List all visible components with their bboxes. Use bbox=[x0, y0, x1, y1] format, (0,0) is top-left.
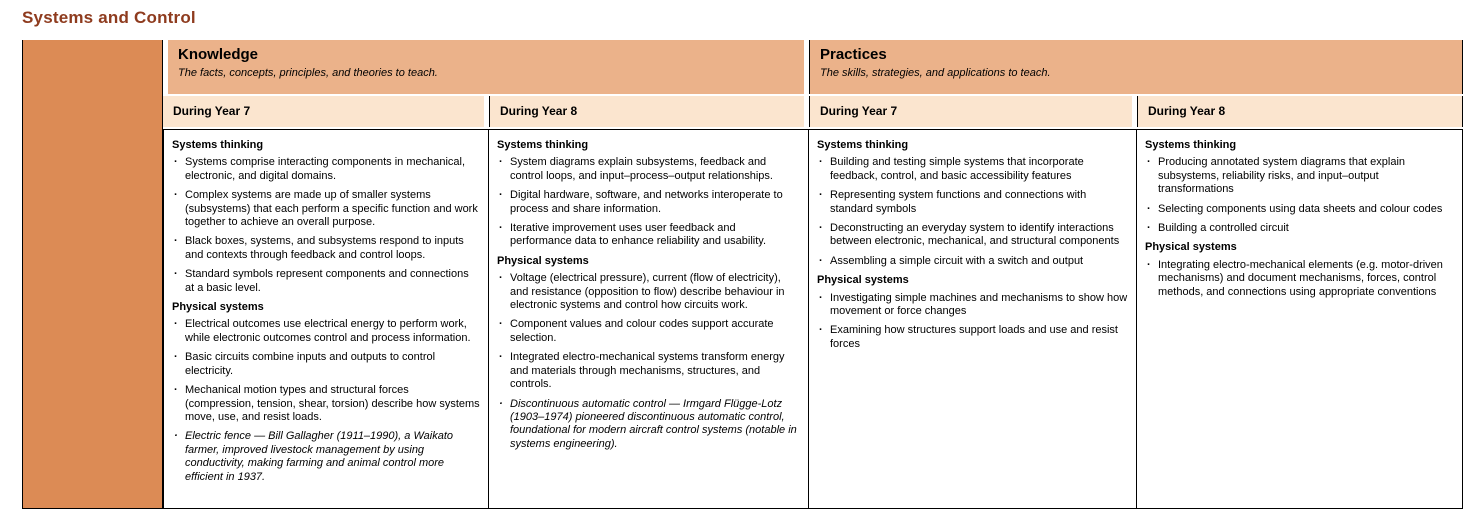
list-item: · Component values and colour codes support accurate selection. bbox=[497, 318, 800, 345]
practices-year7-header: During Year 7 bbox=[809, 96, 1132, 127]
curriculum-table bbox=[22, 40, 1463, 509]
list-item: · Electrical outcomes use electrical energy to perform work, while electronic outcomes control and process information. bbox=[172, 318, 480, 345]
list-item: · Iterative improvement uses user feedback and performance data to enhance reliability and usability. bbox=[497, 222, 800, 249]
list-item: · Examining how structures support loads and use and resist forces bbox=[817, 324, 1128, 351]
bullet-list bbox=[817, 292, 1128, 352]
bullet-list bbox=[817, 156, 1128, 268]
knowledge-subtitle: The facts, concepts, principles, and theories to teach. bbox=[178, 67, 438, 79]
block-heading: Systems thinking bbox=[497, 139, 589, 151]
block-heading: Systems thinking bbox=[1145, 139, 1237, 151]
knowledge-title: Knowledge bbox=[178, 46, 259, 63]
list-item: · Assembling a simple circuit with a switch and output bbox=[817, 255, 1128, 268]
list-item: · Selecting components using data sheets and colour codes bbox=[1145, 203, 1454, 216]
practices-section-header bbox=[809, 40, 1463, 94]
page-title: Systems and Control bbox=[22, 8, 196, 27]
knowledge-section-header bbox=[168, 40, 804, 94]
block-heading: Physical systems bbox=[817, 274, 909, 287]
knowledge-year8-cell bbox=[489, 129, 809, 509]
practices-subtitle: The skills, strategies, and applications to teach. bbox=[820, 67, 1051, 79]
list-item: · Digital hardware, software, and networks interoperate to process and share information. bbox=[497, 189, 800, 216]
practices-year7-cell bbox=[809, 129, 1137, 509]
list-item: · Integrating electro-mechanical elements (e.g. motor-driven mechanisms) and document mechanisms, forces, control methods, and connections using appropriate conventions bbox=[1145, 259, 1454, 299]
knowledge-year7-cell bbox=[163, 129, 489, 509]
bullet-list bbox=[1145, 156, 1454, 235]
block-heading: Physical systems bbox=[1145, 241, 1237, 254]
knowledge-year7-header: During Year 7 bbox=[163, 96, 484, 127]
list-item: · System diagrams explain subsystems, feedback and control loops, and input–process–output relationships. bbox=[497, 156, 800, 183]
list-item: · Integrated electro-mechanical systems transform energy and materials through mechanisms, structures, and controls. bbox=[497, 351, 800, 391]
bullet-list bbox=[172, 156, 480, 295]
bullet-list bbox=[1145, 259, 1454, 299]
list-item: · Investigating simple machines and mechanisms to show how movement or force changes bbox=[817, 292, 1128, 319]
list-item: · Representing system functions and connections with standard symbols bbox=[817, 189, 1128, 216]
list-item: · Building a controlled circuit bbox=[1145, 222, 1454, 235]
list-item: · Systems comprise interacting components in mechanical, electronic, and digital domains. bbox=[172, 156, 480, 183]
list-item: · Deconstructing an everyday system to identify interactions between electronic, mechanical, and structural components bbox=[817, 222, 1128, 249]
list-item: · Standard symbols represent components and connections at a basic level. bbox=[172, 268, 480, 295]
list-item: · Building and testing simple systems that incorporate feedback, control, and basic accessibility features bbox=[817, 156, 1128, 183]
practices-year8-cell bbox=[1137, 129, 1463, 509]
list-item-historical-fact: · Discontinuous automatic control — Irmgard Flügge-Lotz (1903–1974) pioneered discontinuous automatic control, foundational for modern aircraft control systems (notable in systems engineering). bbox=[497, 398, 800, 452]
block-heading: Physical systems bbox=[497, 254, 589, 267]
row-label-sidebar bbox=[22, 40, 163, 509]
block-heading: Systems thinking bbox=[817, 139, 909, 151]
block-heading: Systems thinking bbox=[172, 139, 264, 151]
bullet-list bbox=[172, 318, 480, 483]
list-item: · Basic circuits combine inputs and outputs to control electricity. bbox=[172, 351, 480, 378]
block-heading: Physical systems bbox=[172, 301, 264, 314]
practices-year8-header: During Year 8 bbox=[1137, 96, 1463, 127]
list-item: · Producing annotated system diagrams that explain subsystems, reliability risks, and input–output transformations bbox=[1145, 156, 1454, 196]
knowledge-year8-header: During Year 8 bbox=[489, 96, 804, 127]
list-item: · Mechanical motion types and structural forces (compression, tension, shear, torsion) describe how systems move, use, and resist loads. bbox=[172, 384, 480, 424]
list-item-historical-fact: · Electric fence — Bill Gallagher (1911–1990), a Waikato farmer, improved livestock management by using conductivity, making farming and animal control more efficient in 1937. bbox=[172, 430, 480, 484]
list-item: · Voltage (electrical pressure), current (flow of electricity), and resistance (opposition to flow) describe behaviour in electronic systems and control how circuits work. bbox=[497, 272, 800, 312]
practices-title: Practices bbox=[820, 46, 887, 63]
list-item: · Black boxes, systems, and subsystems respond to inputs and contexts through feedback and control loops. bbox=[172, 235, 480, 262]
bullet-list bbox=[497, 156, 800, 248]
bullet-list bbox=[497, 272, 800, 451]
list-item: · Complex systems are made up of smaller systems (subsystems) that each perform a specific function and work together to achieve an overall purpose. bbox=[172, 189, 480, 229]
